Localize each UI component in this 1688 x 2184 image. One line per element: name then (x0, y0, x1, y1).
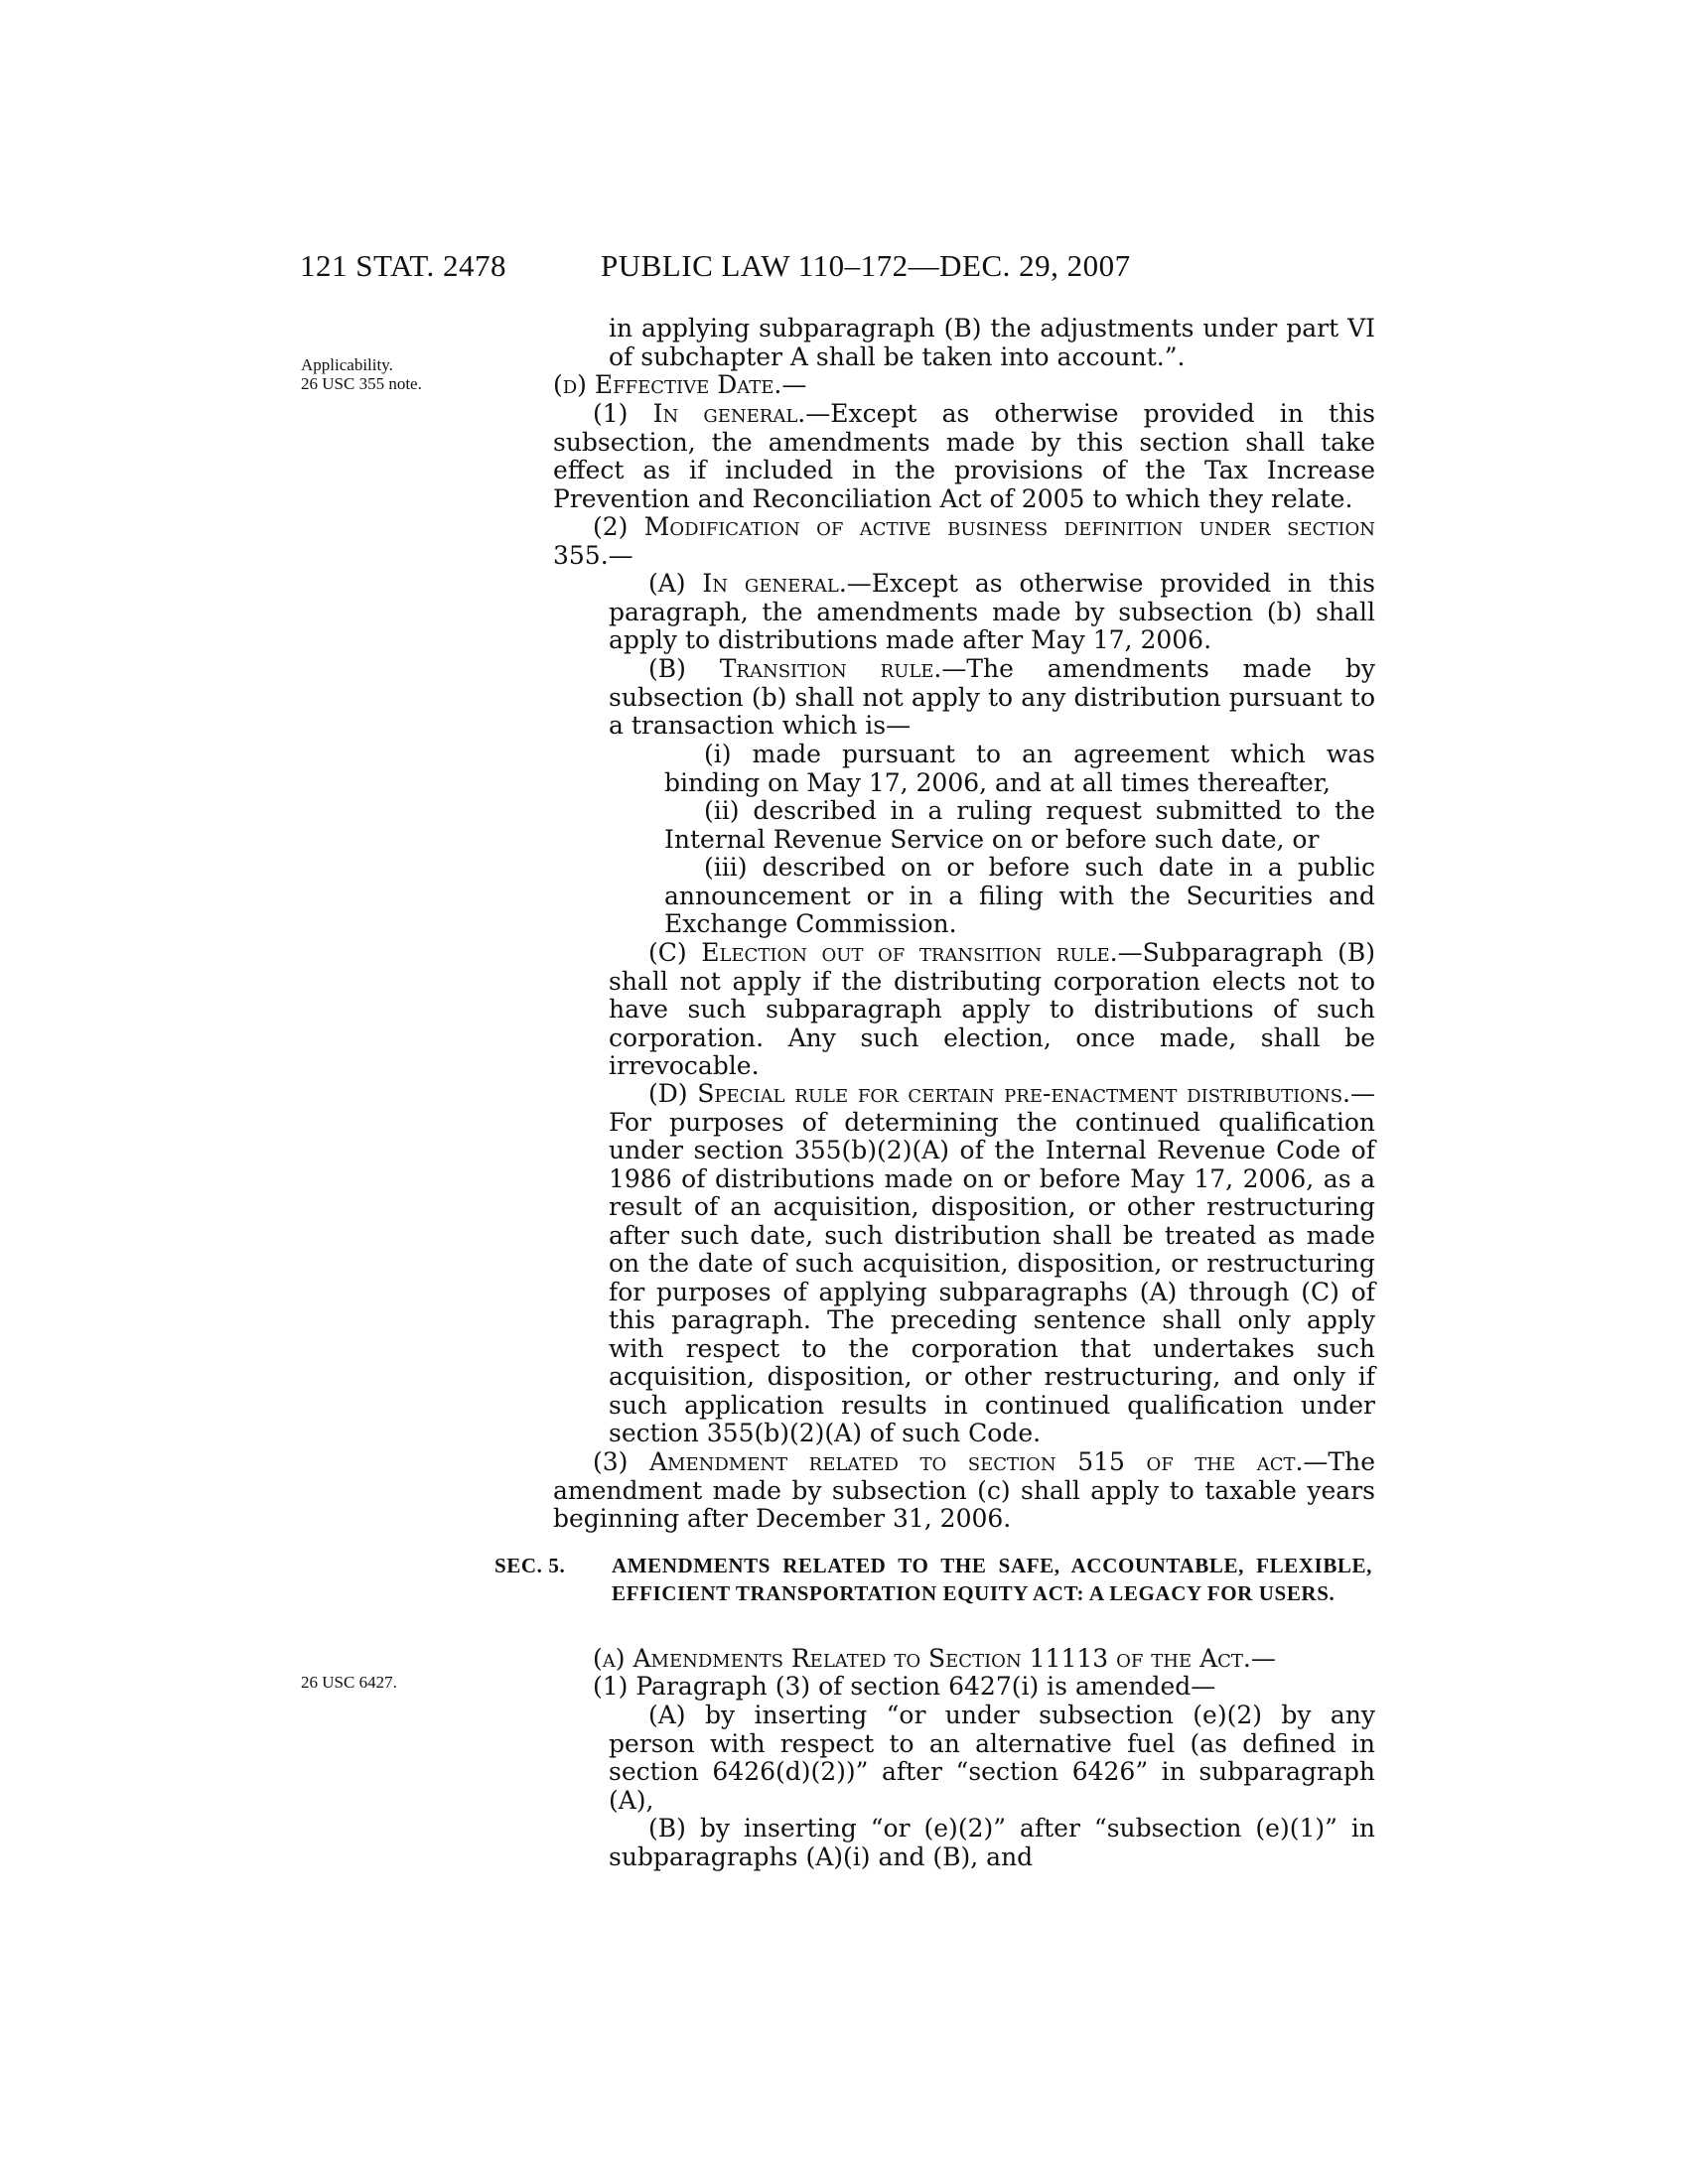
section-5-heading (494, 1552, 1372, 1641)
subparagraph-D (609, 1080, 1375, 1448)
subsection-a (553, 1645, 1375, 1674)
clause-ii-text: (ii) described in a ruling request submitted to the Internal Revenue Service on or before such date, or (664, 796, 1375, 854)
subparagraph-D-heading: (D) Special rule for certain pre-enactment distributions. (648, 1079, 1350, 1108)
paragraph-d3 (553, 1448, 1375, 1534)
continuation-text (609, 315, 1375, 371)
page-law-title: PUBLIC LAW 110–172—DEC. 29, 2007 (601, 248, 1131, 283)
subparagraph-B-text: —The amendments made by subsection (b) shall not apply to any distribution pursuant to a transaction which is— (609, 654, 1376, 740)
margin-note-usc-355: 26 USC 355 note. (301, 374, 422, 393)
paragraph-d2 (553, 513, 1375, 570)
clause-iii (664, 854, 1375, 939)
section-number: SEC. 5. (494, 1554, 566, 1577)
paragraph-d3-text: —The amendment made by subsection (c) shall apply to taxable years beginning after December 31, 2006. (553, 1447, 1375, 1533)
paragraph-d1-heading: (1) In general. (593, 399, 806, 428)
subparagraph-a1A-text: (A) by inserting “or under subsection (e)(2) by any person with respect to an alternative fuel (as defined in section 6426(d)(2))” after “section 6426” in subparagraph (A), (609, 1701, 1375, 1815)
section-title: AMENDMENTS RELATED TO THE SAFE, ACCOUNTABLE, FLEXIBLE, EFFICIENT TRANSPORTATION EQUITY ACT: A LEGACY FOR USERS. (612, 1554, 1372, 1605)
subparagraph-B (609, 655, 1375, 741)
continuation-paragraph: in applying subparagraph (B) the adjustments under part VI of subchapter A shall be taken into account.”. (609, 314, 1375, 371)
subsection-a-heading: (a) Amendments Related to Section 11113 of the Act.— (593, 1644, 1276, 1673)
paragraph-d1-text: —Except as otherwise provided in this subsection, the amendments made by this section shall take effect as if included in the provisions of the Tax Increase Prevention and Reconciliation Act of 2005 to which they relate. (553, 399, 1375, 513)
margin-note-usc-6427: 26 USC 6427. (301, 1673, 397, 1692)
paragraph-d3-heading: (3) Amendment related to section 515 of the act. (593, 1447, 1304, 1476)
clause-i (664, 741, 1375, 797)
paragraph-d1 (553, 400, 1375, 513)
clause-ii (664, 797, 1375, 854)
subsection-d-heading: (d) Effective Date.— (553, 370, 807, 399)
paragraph-a1-text: (1) Paragraph (3) of section 6427(i) is amended— (593, 1672, 1216, 1701)
subparagraph-A-heading: (A) In general. (648, 569, 847, 598)
page-stat-number: 121 STAT. 2478 (300, 248, 507, 283)
subparagraph-a1B-text: (B) by inserting “or (e)(2)” after “subsection (e)(1)” in subparagraphs (A)(i) and (B), and (609, 1814, 1375, 1871)
subparagraph-B-heading: (B) Transition rule. (648, 654, 942, 683)
clause-iii-text: (iii) described on or before such date in a public announcement or in a filing with the Securities and Exchange Commission. (664, 853, 1375, 938)
subparagraph-C-text: —Subparagraph (B) shall not apply if the distributing corporation elects not to have such subparagraph apply to distributions of such corporation. Any such election, once made, shall be irrevocable. (609, 938, 1375, 1080)
subparagraph-a1B (609, 1815, 1375, 1871)
subparagraph-C-heading: (C) Election out of transition rule. (648, 938, 1118, 967)
subparagraph-A-text: —Except as otherwise provided in this paragraph, the amendments made by subsection (b) shall apply to distributions made after May 17, 2006. (609, 569, 1375, 654)
paragraph-d2-heading: (2) Modification of active business definition under section 355.— (553, 512, 1375, 570)
subparagraph-a1A (609, 1702, 1375, 1815)
subsection-d (553, 371, 1375, 400)
paragraph-a1 (553, 1673, 1375, 1702)
clause-i-text: (i) made pursuant to an agreement which was binding on May 17, 2006, and at all times thereafter, (664, 740, 1375, 797)
margin-note-applicability: Applicability. (301, 355, 393, 374)
subparagraph-D-text: —For purposes of determining the continued qualification under section 355(b)(2)(A) of the Internal Revenue Code of 1986 of distributions made on or before May 17, 2006, as a result of an acquisition, disposition, or other restructuring after such date, such distribution shall be treated as made on the date of such acquisition, disposition, or restructuring for purposes of applying subparagraphs (A) through (C) of this paragraph. The preceding sentence shall only apply with respect to the corporation that undertakes such acquisition, disposition, or other restructuring, and only if such application results in continued qualification under section 355(b)(2)(A) of such Code. (609, 1079, 1375, 1447)
subparagraph-A (609, 570, 1375, 655)
subparagraph-C (609, 939, 1375, 1081)
